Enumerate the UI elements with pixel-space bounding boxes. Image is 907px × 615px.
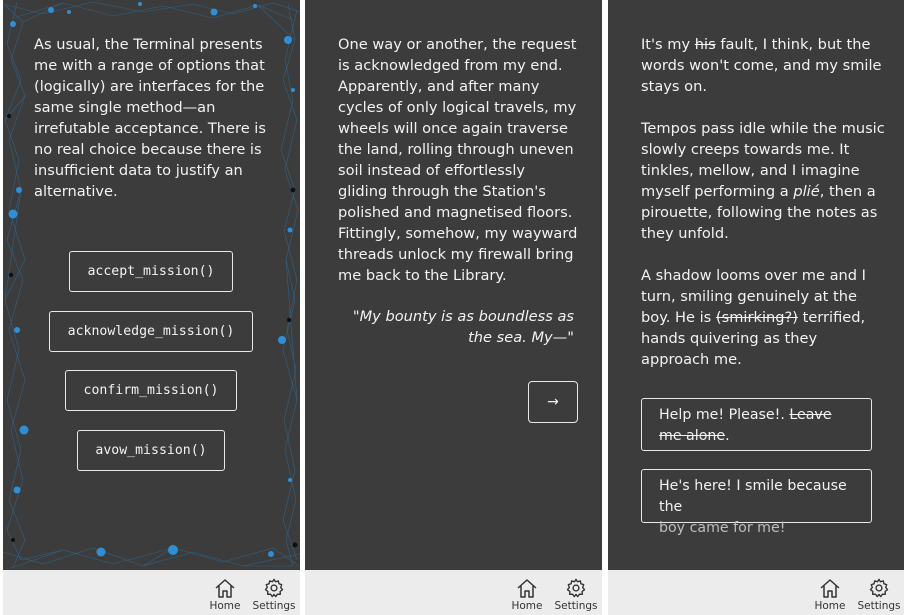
screen-narrative xyxy=(305,0,602,615)
story-text xyxy=(34,34,282,202)
avow-mission-button[interactable]: avow_mission() xyxy=(77,430,225,471)
home-label: Home xyxy=(511,600,543,612)
house-icon xyxy=(213,577,237,599)
struck-word: (smirking?) xyxy=(715,309,798,326)
home-nav-button[interactable] xyxy=(200,573,250,612)
choice-text-line-1: He's here! I smile because the xyxy=(659,478,847,515)
gear-icon xyxy=(564,577,588,599)
dialogue-choice-smile-button[interactable] xyxy=(641,469,872,536)
settings-label: Settings xyxy=(857,600,901,612)
story-text xyxy=(338,34,578,286)
next-button[interactable] xyxy=(528,381,578,423)
italic-word: plié xyxy=(793,183,820,200)
story-paragraph-2 xyxy=(641,118,886,244)
choice-text-end: . xyxy=(725,428,730,444)
text-segment: , then a pirouette, following the notes as they unfold. xyxy=(641,183,878,242)
arrow-right-icon: → xyxy=(547,394,559,410)
struck-word: his xyxy=(694,36,716,53)
settings-label: Settings xyxy=(554,600,598,612)
bottom-nav-bar xyxy=(3,570,300,615)
confirm-mission-button[interactable]: confirm_mission() xyxy=(65,370,237,411)
text-segment: Tempos pass idle while the music slowly creeps towards me. It tinkles, mellow, and I imagine myself performing a xyxy=(641,120,885,200)
acknowledge-mission-button[interactable]: acknowledge_mission() xyxy=(49,311,253,352)
screen-dialogue-choice xyxy=(608,0,904,615)
struck-choice-text: Leave me alone xyxy=(659,407,832,444)
house-icon xyxy=(515,577,539,599)
settings-nav-button[interactable] xyxy=(551,573,601,612)
story-paragraph: As usual, the Terminal presents me with a range of options that (logically) are interfaces for the same single method—an irrefutable acceptance. There is no real choice because there is insufficient data to justify an alternative. xyxy=(34,36,266,200)
accept-mission-button[interactable]: accept_mission() xyxy=(69,251,233,292)
text-segment: It's my xyxy=(641,36,695,53)
home-label: Home xyxy=(209,600,241,612)
story-paragraph-1 xyxy=(641,34,886,97)
story-text xyxy=(641,34,886,370)
house-icon xyxy=(818,577,842,599)
settings-label: Settings xyxy=(252,600,296,612)
text-segment: A shadow looms over me and I turn, smiling genuinely at the boy. He is xyxy=(641,267,866,326)
story-paragraph: One way or another, the request is acknowledged from my end. Apparently, and after many cycles of only logical travels, my wheels will once again traverse the land, rolling through uneven soil instead of effortlessly gliding through the Station's polished and magnetised floors. Fittingly, somehow, my wayward threads unlock my firewall bring me back to the Library. xyxy=(338,36,578,284)
quote-text: "My bounty is as boundless as the sea. My—" xyxy=(352,308,574,346)
screen-terminal-options xyxy=(3,0,300,615)
home-nav-button[interactable] xyxy=(805,573,855,612)
text-segment: fault, I think, but the words won't come, and my smile stays on. xyxy=(641,36,882,95)
bottom-nav-bar xyxy=(305,570,602,615)
home-label: Home xyxy=(814,600,846,612)
text-segment: terrified, hands quivering as they approach me. xyxy=(641,309,866,368)
settings-nav-button[interactable] xyxy=(854,573,904,612)
choice-text-line-2: boy came for me! xyxy=(659,520,786,536)
bottom-nav-bar xyxy=(608,570,904,615)
home-nav-button[interactable] xyxy=(502,573,552,612)
dialogue-choice-help-button[interactable] xyxy=(641,398,872,451)
gear-icon xyxy=(867,577,891,599)
story-paragraph-3 xyxy=(641,265,886,370)
gear-icon xyxy=(262,577,286,599)
choice-text: Help me! Please!. xyxy=(659,407,790,423)
settings-nav-button[interactable] xyxy=(249,573,299,612)
